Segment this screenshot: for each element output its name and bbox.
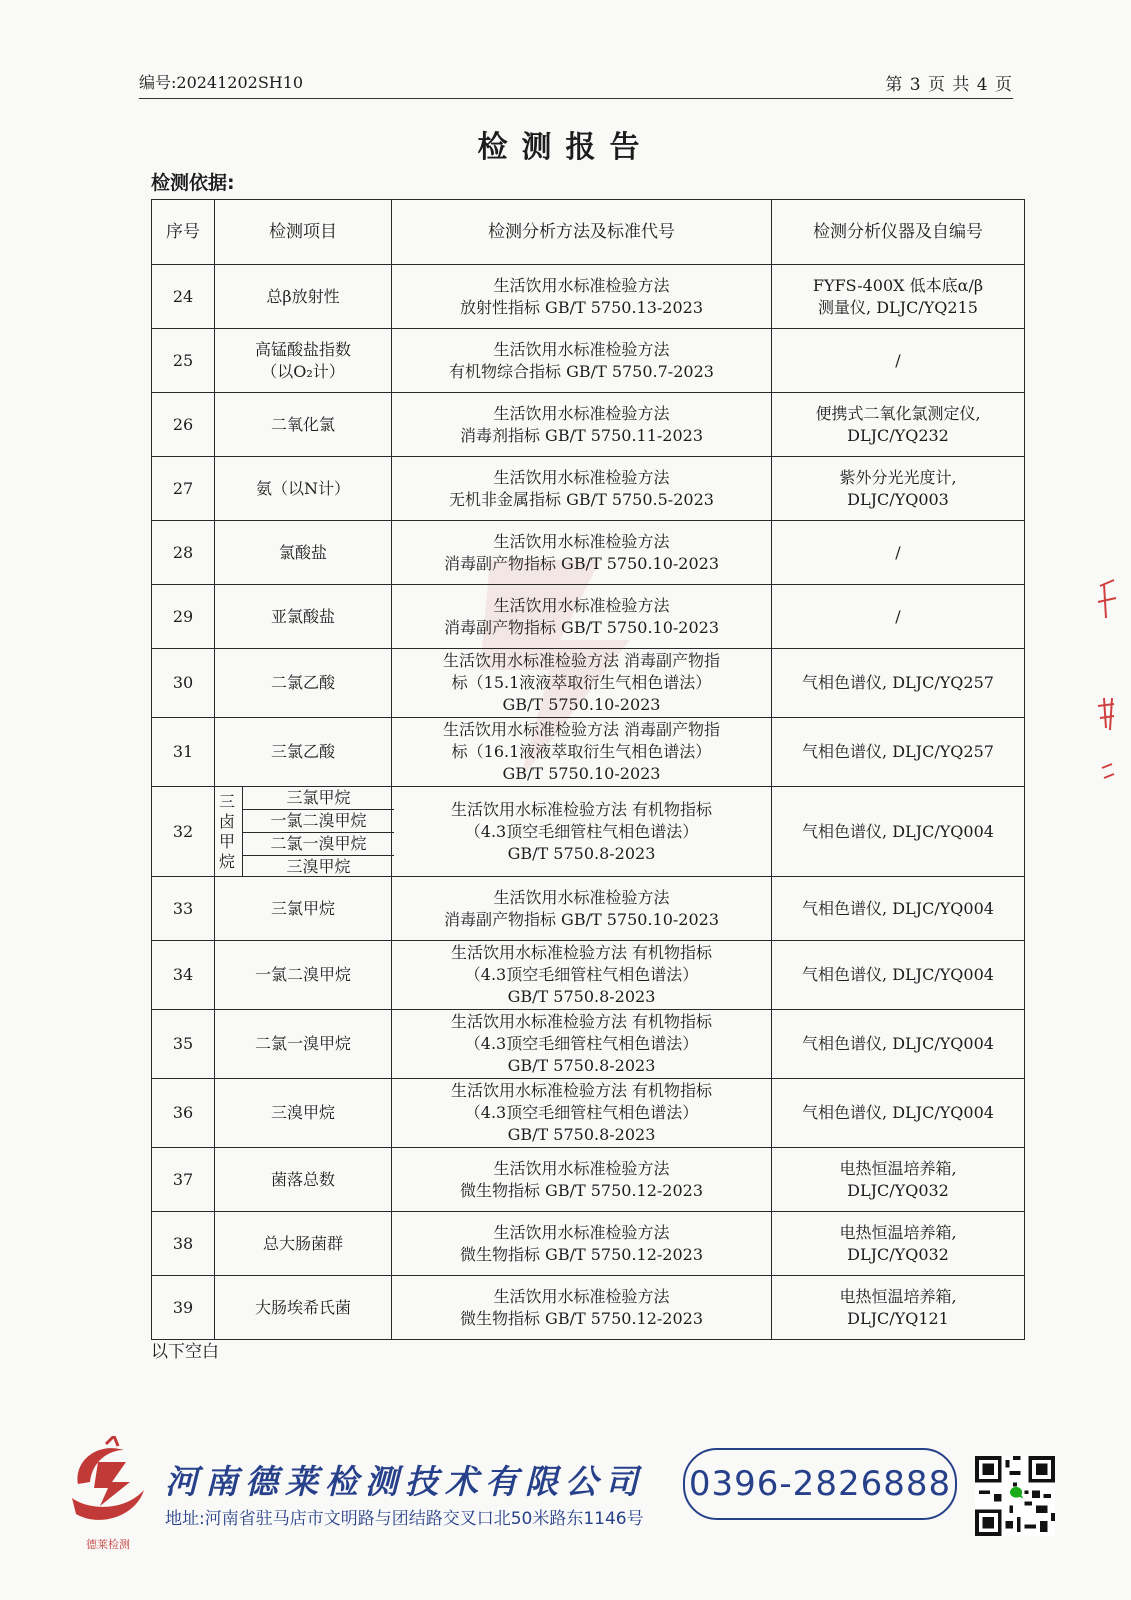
test-instrument: 电热恒温培养箱, DLJC/YQ121 xyxy=(772,1276,1025,1340)
test-method: 生活饮用水标准检验方法 有机物指标 （4.3顶空毛细管柱气相色谱法） GB/T 5750.8-2023 xyxy=(392,1010,772,1079)
test-instrument: 电热恒温培养箱, DLJC/YQ032 xyxy=(772,1212,1025,1276)
sub-item: 三氯甲烷 xyxy=(243,787,394,810)
test-item: 总β放射性 xyxy=(215,265,392,329)
row-number: 31 xyxy=(152,718,215,787)
test-method: 生活饮用水标准检验方法 无机非金属指标 GB/T 5750.5-2023 xyxy=(392,457,772,521)
page-number: 第 3 页 共 4 页 xyxy=(885,75,1013,95)
test-method: 生活饮用水标准检验方法 微生物指标 GB/T 5750.12-2023 xyxy=(392,1276,772,1340)
seal-edge-mark-icon xyxy=(1090,578,1120,788)
row-number: 36 xyxy=(152,1079,215,1148)
table-row xyxy=(152,1212,1025,1276)
phone-number: 0396-2826888 xyxy=(688,1464,952,1504)
test-item: 一氯二溴甲烷 xyxy=(215,941,392,1010)
test-item: 二氯一溴甲烷 xyxy=(215,1010,392,1079)
row-number: 32 xyxy=(152,787,215,877)
test-instrument: 紫外分光光度计, DLJC/YQ003 xyxy=(772,457,1025,521)
table-row xyxy=(152,393,1025,457)
row-number: 33 xyxy=(152,877,215,941)
table-row xyxy=(152,1010,1025,1079)
test-item: 氨（以N计） xyxy=(215,457,392,521)
row-number: 25 xyxy=(152,329,215,393)
table-row xyxy=(152,877,1025,941)
row-number: 37 xyxy=(152,1148,215,1212)
test-item: 高锰酸盐指数 （以O₂计） xyxy=(215,329,392,393)
row-number: 26 xyxy=(152,393,215,457)
test-item: 三氯乙酸 xyxy=(215,718,392,787)
test-item: 三氯甲烷 xyxy=(215,877,392,941)
test-instrument: FYFS-400X 低本底α/β 测量仪, DLJC/YQ215 xyxy=(772,265,1025,329)
company-logo-icon xyxy=(64,1436,148,1532)
test-instrument: / xyxy=(772,585,1025,649)
test-method: 生活饮用水标准检验方法 消毒副产物指 标（16.1液液萃取衍生气相色谱法） GB/T 5750.10-2023 xyxy=(392,718,772,787)
table-row xyxy=(152,1276,1025,1340)
test-item: 二氯乙酸 xyxy=(215,649,392,718)
report-number: 编号:20241202SH10 xyxy=(139,73,304,92)
table-row xyxy=(152,1079,1025,1148)
test-instrument: 便携式二氧化氯测定仪, DLJC/YQ232 xyxy=(772,393,1025,457)
group-char: 三 xyxy=(218,791,235,811)
blank-below-note: 以下空白 xyxy=(151,1342,219,1362)
table-header-row xyxy=(152,200,1025,265)
test-instrument: 气相色谱仪, DLJC/YQ257 xyxy=(772,718,1025,787)
test-method: 生活饮用水标准检验方法 微生物指标 GB/T 5750.12-2023 xyxy=(392,1148,772,1212)
test-instrument: 气相色谱仪, DLJC/YQ004 xyxy=(772,1079,1025,1148)
test-method: 生活饮用水标准检验方法 有机物指标 （4.3顶空毛细管柱气相色谱法） GB/T 5750.8-2023 xyxy=(392,787,772,877)
header-cell: 检测分析仪器及自编号 xyxy=(772,200,1025,265)
test-method: 生活饮用水标准检验方法 消毒副产物指标 GB/T 5750.10-2023 xyxy=(392,585,772,649)
group-char: 甲 xyxy=(218,831,235,851)
test-method: 生活饮用水标准检验方法 消毒副产物指标 GB/T 5750.10-2023 xyxy=(392,521,772,585)
test-method: 生活饮用水标准检验方法 有机物综合指标 GB/T 5750.7-2023 xyxy=(392,329,772,393)
logo-caption: 德莱检测 xyxy=(86,1538,130,1551)
row-number: 38 xyxy=(152,1212,215,1276)
table-row xyxy=(152,787,1025,877)
table-row xyxy=(152,1148,1025,1212)
company-name: 河南德莱检测技术有限公司 xyxy=(165,1462,645,1501)
trihalomethane-group-cell xyxy=(215,787,392,877)
test-method: 生活饮用水标准检验方法 放射性指标 GB/T 5750.13-2023 xyxy=(392,265,772,329)
row-number: 39 xyxy=(152,1276,215,1340)
qr-code-icon xyxy=(975,1456,1055,1536)
table-row xyxy=(152,457,1025,521)
company-address: 地址:河南省驻马店市文明路与团结路交叉口北50米路东1146号 xyxy=(165,1509,644,1529)
group-label xyxy=(212,787,243,876)
test-instrument: 气相色谱仪, DLJC/YQ004 xyxy=(772,877,1025,941)
test-instrument: / xyxy=(772,521,1025,585)
group-char: 烷 xyxy=(218,851,235,871)
test-basis-table xyxy=(151,199,1025,1340)
table-row xyxy=(152,585,1025,649)
sub-item: 一氯二溴甲烷 xyxy=(243,810,394,833)
page-header xyxy=(139,66,1013,99)
test-instrument: 气相色谱仪, DLJC/YQ257 xyxy=(772,649,1025,718)
test-instrument: 气相色谱仪, DLJC/YQ004 xyxy=(772,1010,1025,1079)
header-cell: 序号 xyxy=(152,200,215,265)
table-row xyxy=(152,649,1025,718)
sub-item: 三溴甲烷 xyxy=(286,857,351,876)
test-instrument: 气相色谱仪, DLJC/YQ004 xyxy=(772,787,1025,877)
test-method: 生活饮用水标准检验方法 有机物指标 （4.3顶空毛细管柱气相色谱法） GB/T 5750.8-2023 xyxy=(392,941,772,1010)
basis-label: 检测依据: xyxy=(151,172,235,194)
header-cell: 检测项目 xyxy=(215,200,392,265)
test-method: 生活饮用水标准检验方法 消毒剂指标 GB/T 5750.11-2023 xyxy=(392,393,772,457)
table-row xyxy=(152,521,1025,585)
test-item: 二氧化氯 xyxy=(215,393,392,457)
test-item: 氯酸盐 xyxy=(215,521,392,585)
row-number: 28 xyxy=(152,521,215,585)
test-item: 总大肠菌群 xyxy=(215,1212,392,1276)
test-item: 菌落总数 xyxy=(215,1148,392,1212)
test-item: 亚氯酸盐 xyxy=(215,585,392,649)
header-cell: 检测分析方法及标准代号 xyxy=(392,200,772,265)
footer xyxy=(0,1420,1131,1600)
row-number: 24 xyxy=(152,265,215,329)
table-row xyxy=(152,265,1025,329)
row-number: 30 xyxy=(152,649,215,718)
sub-item: 二氯一溴甲烷 xyxy=(243,833,394,856)
row-number: 29 xyxy=(152,585,215,649)
test-method: 生活饮用水标准检验方法 有机物指标 （4.3顶空毛细管柱气相色谱法） GB/T 5750.8-2023 xyxy=(392,1079,772,1148)
test-method: 生活饮用水标准检验方法 微生物指标 GB/T 5750.12-2023 xyxy=(392,1212,772,1276)
row-number: 34 xyxy=(152,941,215,1010)
test-method: 生活饮用水标准检验方法 消毒副产物指标 GB/T 5750.10-2023 xyxy=(392,877,772,941)
test-method: 生活饮用水标准检验方法 消毒副产物指 标（15.1液液萃取衍生气相色谱法） GB/T 5750.10-2023 xyxy=(392,649,772,718)
test-instrument: / xyxy=(772,329,1025,393)
page-title: 检测报告 xyxy=(477,130,654,165)
table-row xyxy=(152,329,1025,393)
phone-badge xyxy=(683,1448,957,1520)
row-number: 27 xyxy=(152,457,215,521)
group-char: 卤 xyxy=(218,811,235,831)
test-item: 三溴甲烷 xyxy=(215,1079,392,1148)
table-row xyxy=(152,941,1025,1010)
test-instrument: 电热恒温培养箱, DLJC/YQ032 xyxy=(772,1148,1025,1212)
test-instrument: 气相色谱仪, DLJC/YQ004 xyxy=(772,941,1025,1010)
table-row xyxy=(152,718,1025,787)
row-number: 35 xyxy=(152,1010,215,1079)
test-item: 大肠埃希氏菌 xyxy=(215,1276,392,1340)
